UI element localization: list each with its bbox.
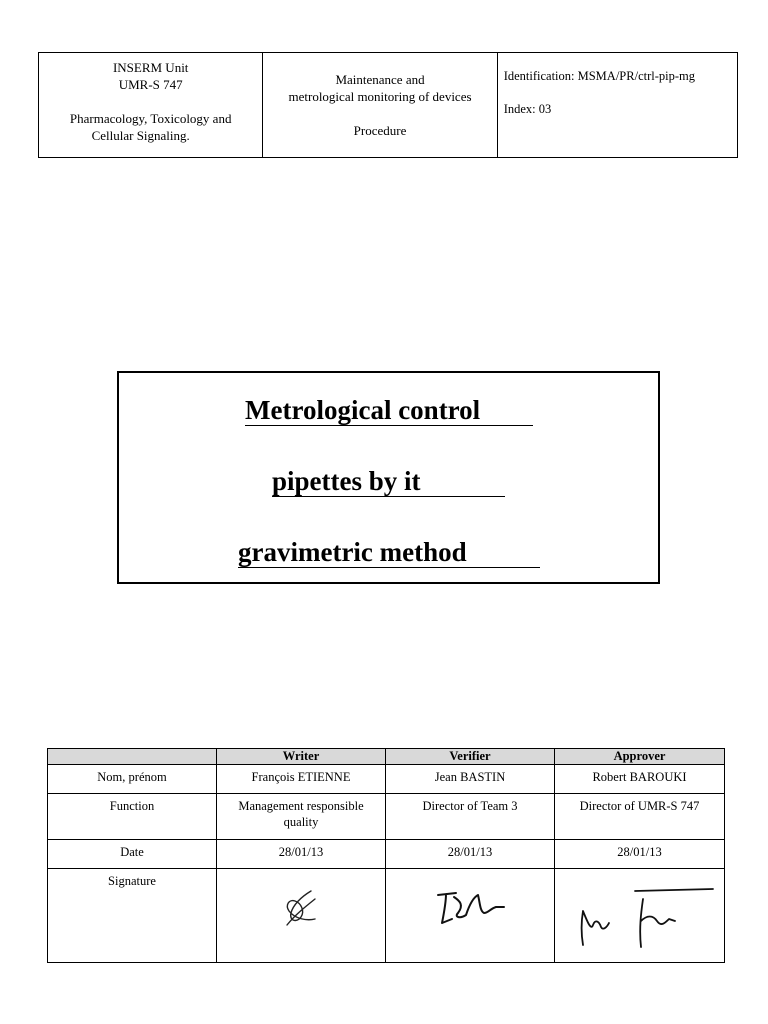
approver-date: 28/01/13	[555, 840, 725, 869]
title-box	[117, 371, 660, 584]
document-header	[38, 52, 738, 158]
header-subject-cell	[263, 53, 497, 157]
approver-signature	[555, 869, 725, 963]
unit-department: Pharmacology, Toxicology and	[69, 111, 232, 126]
unit-department-cont: Cellular Signaling.	[91, 128, 190, 143]
verifier-date: 28/01/13	[386, 840, 555, 869]
approver-name: Robert BAROUKI	[555, 765, 725, 794]
document-type: Procedure	[353, 123, 407, 138]
row-label: Signature	[48, 869, 217, 963]
approval-header-row	[48, 749, 725, 765]
verifier-signature	[386, 869, 555, 963]
writer-signature-image	[271, 883, 331, 933]
identification: Identification: MSMA/PR/ctrl-pip-mg	[503, 69, 695, 83]
approval-row-signature	[48, 869, 725, 963]
row-label: Function	[48, 794, 217, 840]
approval-header-verifier: Verifier	[386, 749, 555, 765]
approval-table	[47, 748, 725, 963]
header-id-cell	[498, 53, 737, 157]
header-unit-cell	[39, 53, 263, 157]
unit-name: INSERM Unit	[112, 60, 189, 75]
approver-signature-image	[565, 871, 715, 951]
writer-signature	[217, 869, 386, 963]
approval-header-approver: Approver	[555, 749, 725, 765]
row-label: Nom, prénom	[48, 765, 217, 794]
title-line2: pipettes by it	[272, 466, 505, 497]
writer-name: François ETIENNE	[217, 765, 386, 794]
approval-row-name	[48, 765, 725, 794]
row-label: Date	[48, 840, 217, 869]
approval-header-writer: Writer	[217, 749, 386, 765]
approver-function: Director of UMR-S 747	[555, 794, 725, 840]
title-line1: Metrological control	[245, 395, 533, 426]
verifier-signature-image	[430, 883, 510, 933]
approval-header-blank	[48, 749, 217, 765]
verifier-function: Director of Team 3	[386, 794, 555, 840]
index: Index: 03	[503, 102, 552, 116]
verifier-name: Jean BASTIN	[386, 765, 555, 794]
title-line3: gravimetric method	[238, 537, 540, 568]
writer-date: 28/01/13	[217, 840, 386, 869]
unit-code: UMR-S 747	[118, 77, 183, 92]
writer-function: Management responsible quality	[217, 794, 386, 840]
subject-line2: metrological monitoring of devices	[288, 89, 472, 104]
subject-line1: Maintenance and	[335, 72, 425, 87]
approval-row-function	[48, 794, 725, 840]
approval-row-date	[48, 840, 725, 869]
